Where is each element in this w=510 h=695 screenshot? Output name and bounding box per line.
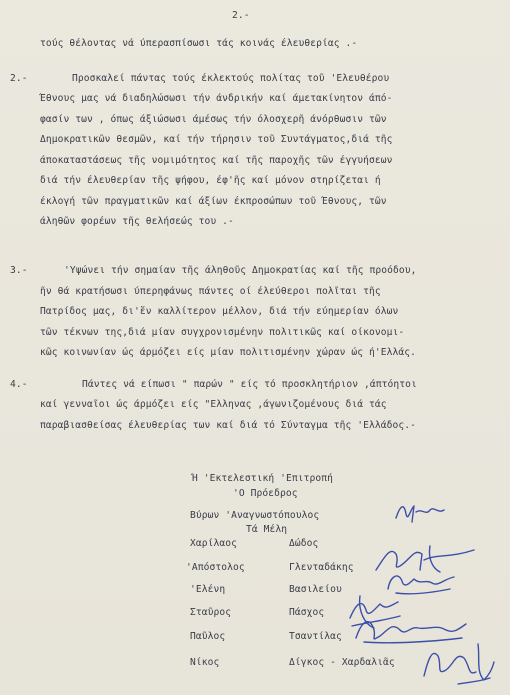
paragraph-2-line: διά τήν έλευθερίαν τῆς ψήφου, έφ'ῆς καί μόνον στηρίζεται ή xyxy=(40,175,381,186)
president-label: 'Ο Πρόεδρος xyxy=(233,488,298,499)
paragraph-3-line: τῶν τέκνων της,διά μίαν συγχρονισμένην πολιτικῶς καί οίκονομι- xyxy=(40,327,405,338)
paragraph-3-number: 3.- xyxy=(10,265,28,276)
paragraph-3-line: κῶς κοινωνίαν ώς άρμόζει είς μίαν πολιτισμένην χώραν ώς ή'Ελλάς. xyxy=(40,347,417,358)
member-last-name: Γλενταδάκης xyxy=(289,562,354,573)
member-first-name: Χαρίλαος xyxy=(190,538,238,549)
paragraph-4-line: Πάντες νά είπωσι " παρών " είς τό προσκλητήριον ,άπτόητοι xyxy=(82,379,417,390)
member-last-name: Βασιλείου xyxy=(289,584,342,595)
paragraph-2-line: άληθῶν φορέων τῆς θελήσεώς του .- xyxy=(40,216,234,227)
member-last-name: Δίγκος - Χαρδαλιᾶς xyxy=(289,657,395,668)
member-first-name: Σταῦρος xyxy=(190,607,232,618)
paragraph-4-number: 4.- xyxy=(10,379,28,390)
member-signature xyxy=(418,636,498,688)
paragraph-2-line: φασίν των , όπως άξιώσωσι άμέσως τήν όλοσχερῆ άνόρθωσιν τῶν xyxy=(40,114,387,125)
member-first-name: 'Απόστολος xyxy=(186,562,245,573)
members-label: Τά Μέλη xyxy=(246,524,288,535)
paragraph-3-line: 'Υψώνει τήν σημαίαν τῆς άληθοῦς Δημοκρατίας καί τῆς προόδου, xyxy=(64,265,417,276)
paragraph-2-line: Δημοκρατικῶν θεσμῶν, καί τήν τήρησιν τοῦ Συντάγματος,διά τῆς xyxy=(40,134,393,145)
president-signature xyxy=(390,496,450,528)
member-last-name: Πάσχος xyxy=(289,607,325,618)
member-last-name: Δώδος xyxy=(289,538,319,549)
paragraph-2-number: 2.- xyxy=(10,73,28,84)
member-first-name: Νίκος xyxy=(190,657,220,668)
paragraph-4-line: καί γενναῖοι ώς άρμόζει είς "Ελληνας ,άγωνιζομένους διά τάς xyxy=(40,399,387,410)
member-first-name: 'Ελένη xyxy=(190,584,226,595)
paragraph-2-line: έκλογή τῶν πραγματικῶν καί άξίων έκπροσώπων τοῦ Έθνους, τῶν xyxy=(40,196,387,207)
paragraph-2-line: Προσκαλεί πάντας τούς έκλεκτούς πολίτας τοῦ 'Ελευθέρου xyxy=(72,73,390,84)
paragraph-2-line: Έθνους μας νά διαδηλώσωσι τήν άνδρικήν καί άμετακίνητον άπό- xyxy=(40,93,393,104)
intro-line: τούς θέλοντας νά ύπερασπίσωσι τάς κοινάς έλευθερίας .- xyxy=(40,38,358,49)
member-last-name: Τσαντίλας xyxy=(289,631,342,642)
page-number: 2.- xyxy=(232,10,250,21)
paragraph-3-line: ῆν θά κρατήσωσι ύπερηφάνως πάντες οί έλεύθεροι πολῖται τῆς xyxy=(40,286,381,297)
paragraph-4-line: παραβιασθείσας έλευθερίας των καί διά τό Σύνταγμα τῆς 'Ελλάδος.- xyxy=(40,420,417,431)
paragraph-3-line: Πατρίδος μας, δι'ἕν καλλίτερον μέλλον, διά τήν εύημερίαν όλων xyxy=(40,306,399,317)
paragraph-2-line: άποκαταστάσεως τῆς νομιμότητος καί τῆς παροχῆς τῶν έγγυήσεων xyxy=(40,155,393,166)
president-name: Βύρων 'Αναγνωστόπουλος xyxy=(190,510,320,521)
committee-title: Ή 'Εκτελεστική 'Επιτροπή xyxy=(192,473,334,484)
member-first-name: Παῦλος xyxy=(190,631,226,642)
